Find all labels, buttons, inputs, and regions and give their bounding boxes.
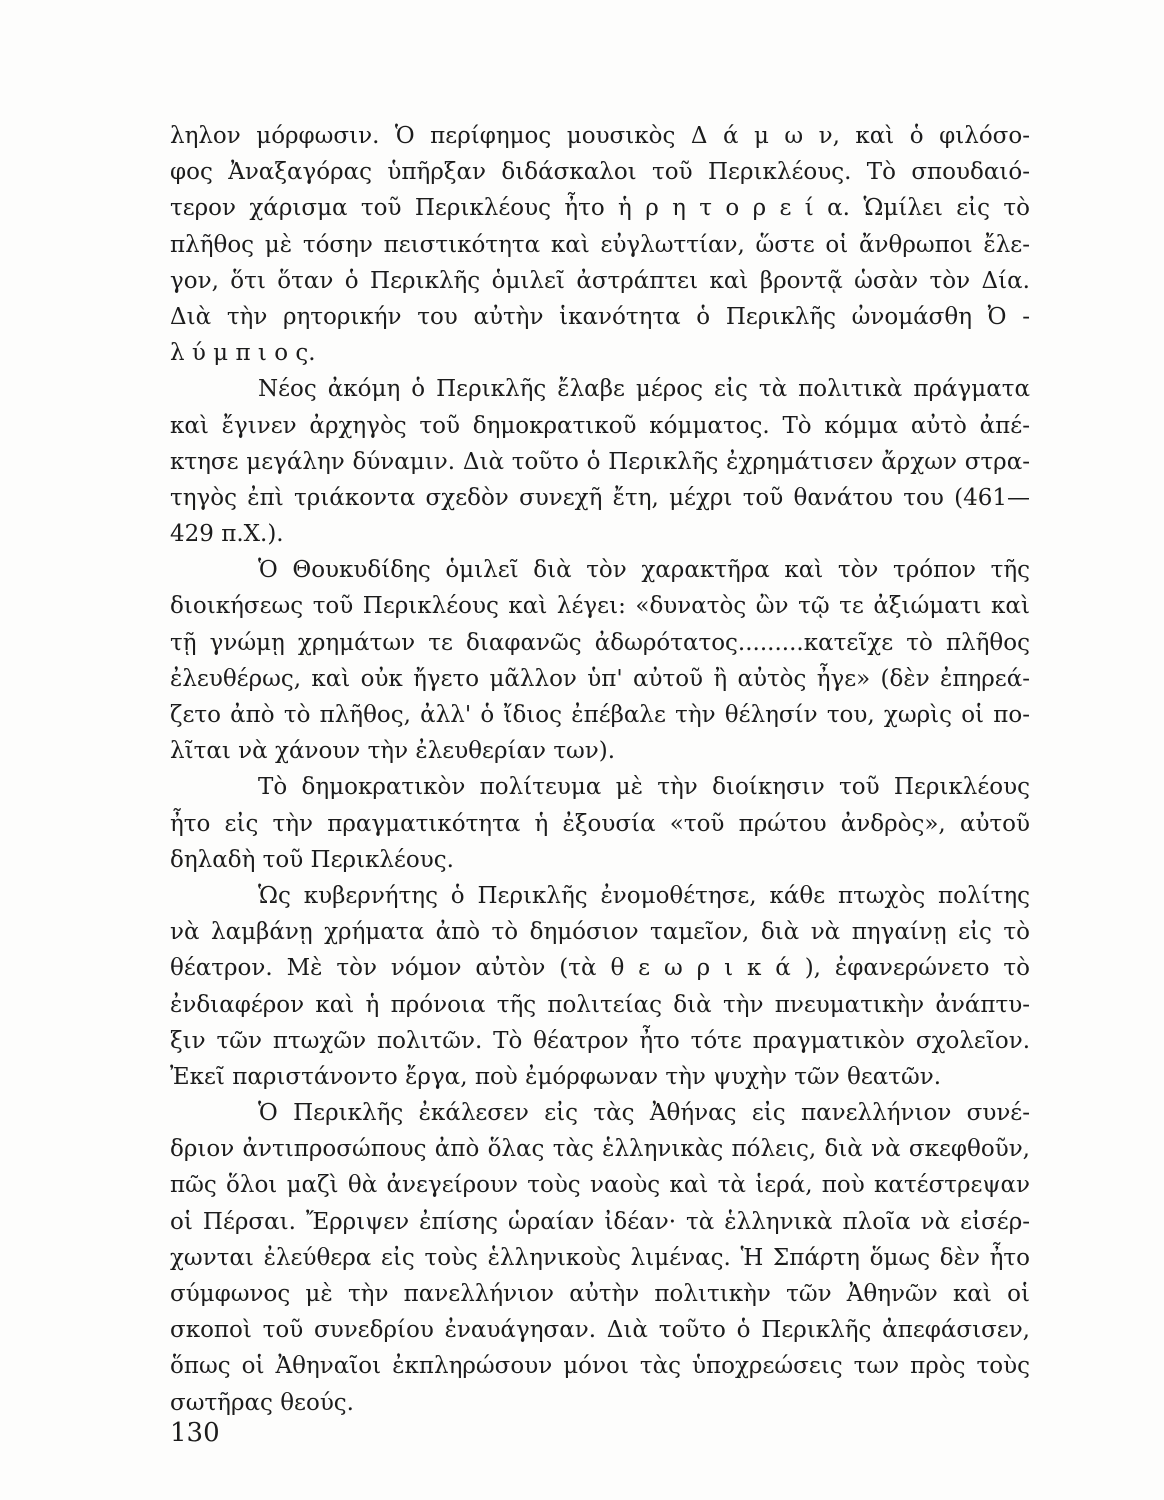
text-line: κτησε μεγάλην δύναμιν. Διὰ τοῦτο ὁ Περικλῆς ἐχρημάτισεν ἄρχων στρα- — [170, 448, 1030, 475]
text-line: Ὡς κυβερνήτης ὁ Περικλῆς ἐνομοθέτησε, κάθε πτωχὸς πολίτης — [258, 882, 1030, 909]
text-line: ἦτο εἰς τὴν πραγματικότητα ἡ ἐξουσία «τοῦ πρώτου ἀνδρὸς», αὐτοῦ — [170, 810, 1030, 837]
text-line: Ἐκεῖ παριστάνοντο ἔργα, ποὺ ἐμόρφωναν τὴν ψυχὴν τῶν θεατῶν. — [170, 1063, 942, 1090]
text-line: ξιν τῶν πτωχῶν πολιτῶν. Τὸ θέατρον ἦτο τότε πραγματικὸν σχολεῖον. — [170, 1027, 1030, 1054]
text-line: Τὸ δημοκρατικὸν πολίτευμα μὲ τὴν διοίκησιν τοῦ Περικλέους — [258, 774, 1030, 801]
text-line: Ὁ Θουκυδίδης ὁμιλεῖ διὰ τὸν χαρακτῆρα καὶ τὸν τρόπον τῆς — [258, 557, 1030, 584]
text-line: σκοποὶ τοῦ συνεδρίου ἐναυάγησαν. Διὰ τοῦτο ὁ Περικλῆς ἀπεφάσισεν, — [170, 1317, 1030, 1344]
text-line: καὶ ἔγινεν ἀρχηγὸς τοῦ δημοκρατικοῦ κόμματος. Τὸ κόμμα αὐτὸ ἀπέ- — [170, 412, 1030, 439]
text-line: φος Ἀναξαγόρας ὑπῆρξαν διδάσκαλοι τοῦ Περικλέους. Τὸ σπουδαιό- — [170, 159, 1030, 186]
text-line: νὰ λαμβάνῃ χρήματα ἀπὸ τὸ δημόσιον ταμεῖον, διὰ νὰ πηγαίνῃ εἰς τὸ — [170, 919, 1030, 946]
text-line: ληλον μόρφωσιν. Ὁ περίφημος μουσικὸς Δ ά μ ω ν, καὶ ὁ φιλόσο- — [170, 123, 1030, 149]
text-line: τερον χάρισμα τοῦ Περικλέους ἦτο ἡ ρ η τ ο ρ ε ί α. Ὡμίλει εἰς τὸ — [170, 195, 1030, 222]
text-line: ἐνδιαφέρον καὶ ἡ πρόνοια τῆς πολιτείας διὰ τὴν πνευματικὴν ἀνάπτυ- — [170, 991, 1030, 1018]
text-line: θέατρον. Μὲ τὸν νόμον αὐτὸν (τὰ θ ε ω ρ ι κ ά ), ἐφανερώνετο τὸ — [170, 955, 1030, 982]
text-line: σωτῆρας θεούς. — [170, 1389, 354, 1416]
text-line: Ὁ Περικλῆς ἐκάλεσεν εἰς τὰς Ἀθήνας εἰς πανελλήνιον συνέ- — [258, 1100, 1030, 1127]
text-line: οἱ Πέρσαι. Ἔρριψεν ἐπίσης ὡραίαν ἰδέαν· τὰ ἑλληνικὰ πλοῖα νὰ εἰσέρ- — [170, 1208, 1030, 1235]
text-line: τῇ γνώμῃ χρημάτων τε διαφανῶς ἀδωρότατος.........κατεῖχε τὸ πλῆθος — [170, 629, 1030, 656]
text-line: λῖται νὰ χάνουν τὴν ἐλευθερίαν των). — [170, 738, 616, 765]
text-line: χωνται ἐλεύθερα εἰς τοὺς ἑλληνικοὺς λιμένας. Ἡ Σπάρτη ὅμως δὲν ἦτο — [170, 1244, 1030, 1271]
text-line: δριον ἀντιπροσώπους ἀπὸ ὅλας τὰς ἑλληνικὰς πόλεις, διὰ νὰ σκεφθοῦν, — [170, 1136, 1030, 1163]
text-line: δηλαδὴ τοῦ Περικλέους. — [170, 846, 454, 873]
text-line: γον, ὅτι ὅταν ὁ Περικλῆς ὁμιλεῖ ἀστράπτει καὶ βροντᾷ ὡσὰν τὸν Δία. — [170, 267, 1030, 294]
text-line: Νέος ἀκόμη ὁ Περικλῆς ἔλαβε μέρος εἰς τὰ πολιτικὰ πράγματα — [258, 376, 1030, 403]
text-line: διοικήσεως τοῦ Περικλέους καὶ λέγει: «δυνατὸς ὢν τῷ τε ἀξιώματι καὶ — [170, 593, 1030, 620]
text-line: σύμφωνος μὲ τὴν πανελλήνιον αὐτὴν πολιτικὴν τῶν Ἀθηνῶν καὶ οἱ — [170, 1281, 1030, 1307]
text-line: πλῆθος μὲ τόσην πειστικότητα καὶ εὐγλωττίαν, ὥστε οἱ ἄνθρωποι ἔλε- — [170, 231, 1030, 258]
text-line: 429 π.Χ.). — [170, 521, 284, 548]
page-number: 130 — [170, 1418, 220, 1448]
text-line: πῶς ὅλοι μαζὶ θὰ ἀνεγείρουν τοὺς ναοὺς καὶ τὰ ἱερά, ποὺ κατέστρεψαν — [170, 1172, 1030, 1199]
body-text — [170, 118, 1030, 1421]
text-line: ἐλευθέρως, καὶ οὐκ ἤγετο μᾶλλον ὑπ' αὐτοῦ ἢ αὐτὸς ἦγε» (δὲν ἐπηρεά- — [170, 665, 1030, 692]
text-line: λ ύ μ π ι ο ς. — [170, 340, 316, 367]
text-line: ὅπως οἱ Ἀθηναῖοι ἐκπληρώσουν μόνοι τὰς ὑποχρεώσεις των πρὸς τοὺς — [170, 1353, 1030, 1380]
text-line: Διὰ τὴν ρητορικήν του αὐτὴν ἱκανότητα ὁ Περικλῆς ὠνομάσθη Ὀ - — [170, 303, 1030, 330]
text-line: ζετο ἀπὸ τὸ πλῆθος, ἀλλ' ὁ ἴδιος ἐπέβαλε τὴν θέλησίν του, χωρὶς οἱ πο- — [170, 702, 1030, 728]
text-line: τηγὸς ἐπὶ τριάκοντα σχεδὸν συνεχῆ ἔτη, μέχρι τοῦ θανάτου του (461— — [170, 484, 1030, 511]
